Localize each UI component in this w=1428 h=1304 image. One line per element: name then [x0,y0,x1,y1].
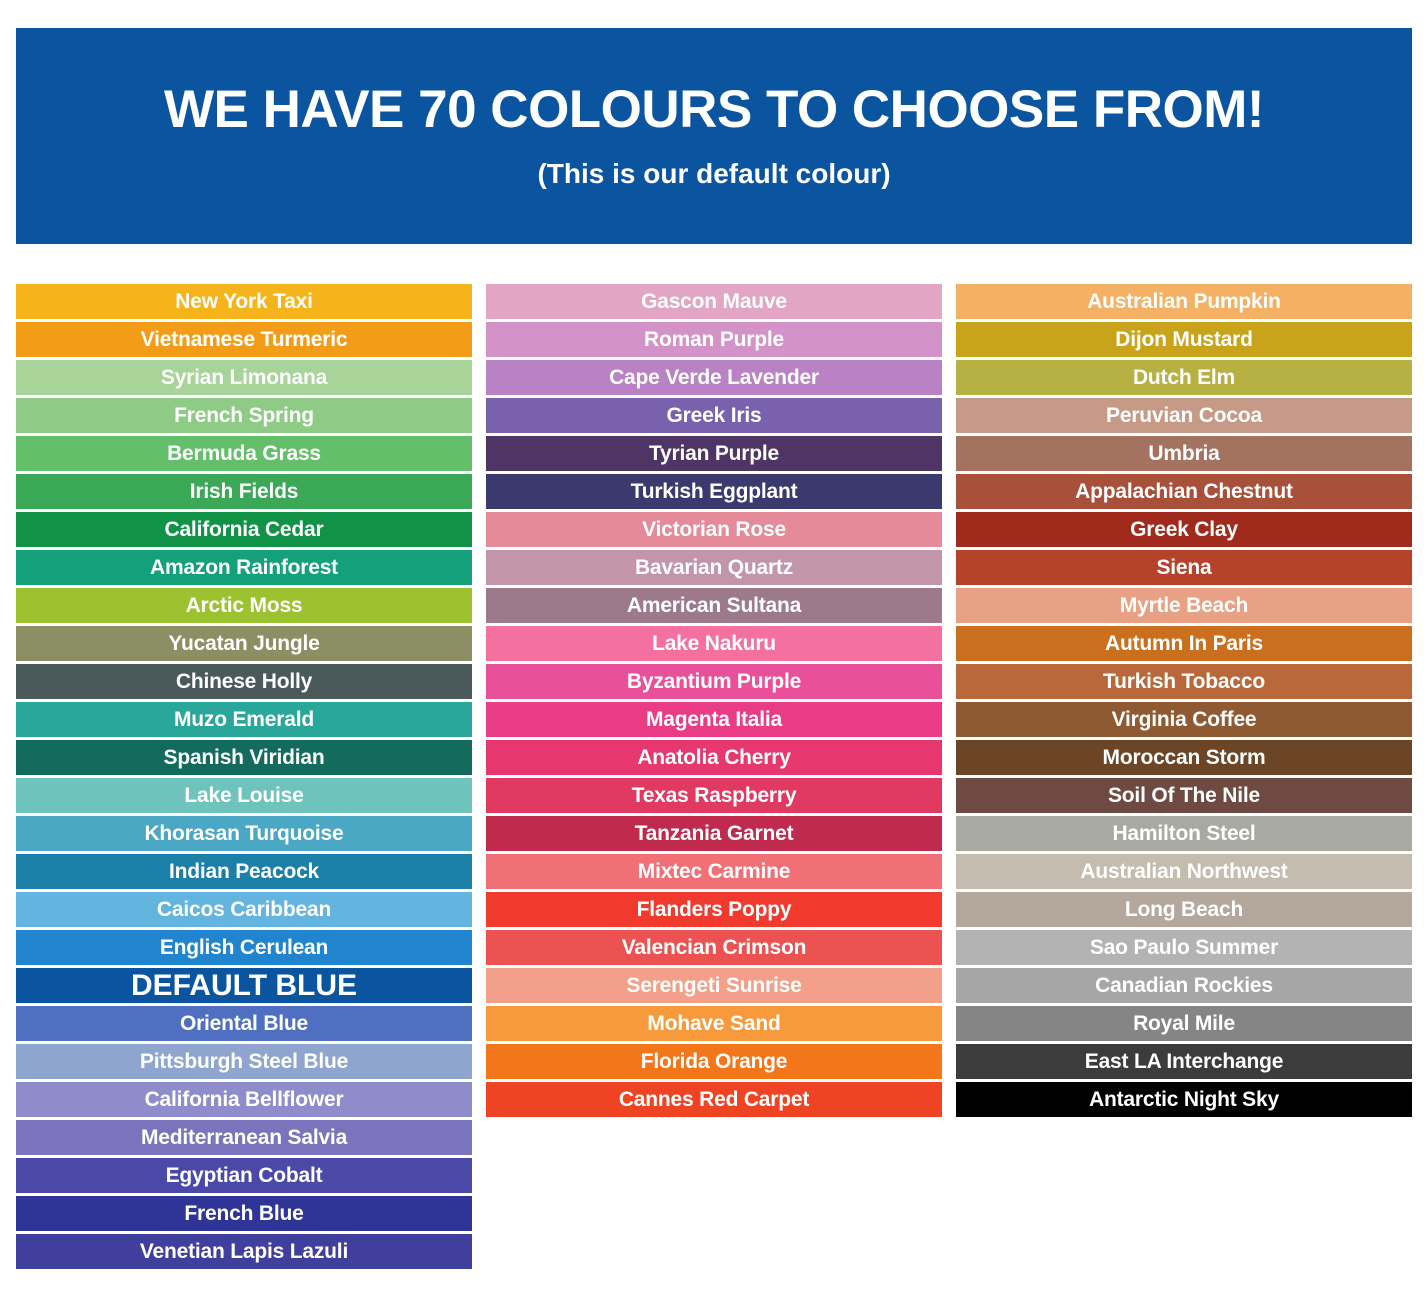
colour-swatch[interactable] [486,816,942,851]
colour-swatch[interactable] [956,702,1412,737]
colour-swatch[interactable] [486,512,942,547]
colour-swatch[interactable] [486,626,942,661]
colour-swatch-label: Texas Raspberry [631,783,797,807]
colour-swatch-label: Dutch Elm [1132,365,1236,389]
colour-swatch-label: Gascon Mauve [641,289,787,313]
colour-swatch[interactable] [16,1044,472,1079]
colour-swatch[interactable] [486,1082,942,1117]
colour-swatch-label: Greek Iris [666,403,762,427]
colour-swatch-label: Serengeti Sunrise [626,973,802,997]
colour-swatch[interactable] [16,892,472,927]
colour-swatch[interactable] [956,816,1412,851]
colour-swatch-label: Australian Pumpkin [1087,289,1281,313]
colour-swatch-label: California Cedar [164,517,324,541]
colour-swatch-label: French Blue [184,1201,304,1225]
colour-swatch[interactable] [956,778,1412,813]
colour-swatch-label: Valencian Crimson [621,935,807,959]
colour-swatch[interactable] [956,892,1412,927]
colour-swatch-label: Tyrian Purple [648,441,780,465]
colour-swatch-label: Anatolia Cherry [637,745,791,769]
colour-swatch[interactable] [486,664,942,699]
colour-swatch[interactable] [956,930,1412,965]
colour-swatch[interactable] [956,436,1412,471]
colour-swatch[interactable] [16,1234,472,1269]
colour-swatch-label: East LA Interchange [1084,1049,1284,1073]
swatch-column-3 [956,284,1412,1269]
colour-swatch-label: French Spring [174,403,314,427]
colour-swatch-label: Siena [1156,555,1212,579]
colour-swatch-label: Khorasan Turquoise [144,821,344,845]
colour-swatch-label: Canadian Rockies [1095,973,1273,997]
colour-swatch[interactable] [16,740,472,775]
colour-swatch-label: Muzo Emerald [174,707,314,731]
colour-swatch-label: Indian Peacock [168,859,320,883]
colour-swatch[interactable] [486,322,942,357]
colour-swatch[interactable] [16,968,472,1003]
colour-swatch-label: Moroccan Storm [1102,745,1266,769]
colour-swatch[interactable] [956,626,1412,661]
colour-swatch[interactable] [16,1120,472,1155]
colour-swatch-label: Venetian Lapis Lazuli [139,1239,349,1263]
colour-swatch-label: Egyptian Cobalt [165,1163,323,1187]
colour-swatch-label: English Cerulean [159,935,329,959]
colour-swatch[interactable] [486,702,942,737]
colour-swatch[interactable] [486,778,942,813]
colour-swatch-label: Tanzania Garnet [634,821,794,845]
colour-swatch[interactable] [956,664,1412,699]
colour-swatch-label: Amazon Rainforest [150,555,338,579]
colour-swatch-label: Greek Clay [1130,517,1238,541]
colour-swatch-label: Lake Louise [184,783,304,807]
colour-swatch[interactable] [16,284,472,319]
colour-swatch-label: Spanish Viridian [163,745,325,769]
colour-swatch-label: Myrtle Beach [1119,593,1249,617]
colour-swatch-label: Dijon Mustard [1115,327,1253,351]
colour-swatch-label: Arctic Moss [185,593,303,617]
colour-swatch[interactable] [486,968,942,1003]
swatch-columns [16,284,1412,1269]
colour-swatch[interactable] [486,398,942,433]
colour-swatch[interactable] [486,892,942,927]
colour-swatch[interactable] [16,930,472,965]
colour-swatch[interactable] [16,588,472,623]
colour-swatch-label: Appalachian Chestnut [1075,479,1293,503]
colour-swatch-label: Autumn In Paris [1104,631,1264,655]
colour-swatch[interactable] [956,322,1412,357]
colour-swatch-label: Australian Northwest [1080,859,1288,883]
colour-swatch-label: Pittsburgh Steel Blue [139,1049,349,1073]
colour-swatch[interactable] [16,398,472,433]
colour-swatch[interactable] [486,550,942,585]
colour-swatch[interactable] [16,1196,472,1231]
colour-swatch[interactable] [956,550,1412,585]
colour-swatch-label: Royal Mile [1133,1011,1235,1035]
colour-swatch-label: Caicos Caribbean [156,897,332,921]
colour-swatch[interactable] [16,1006,472,1041]
colour-swatch-label: Yucatan Jungle [168,631,320,655]
colour-swatch[interactable] [956,512,1412,547]
colour-swatch-label: Irish Fields [189,479,299,503]
banner-subtitle: (This is our default colour) [537,157,891,189]
header-banner [16,28,1412,244]
colour-swatch[interactable] [16,550,472,585]
colour-swatch-label: DEFAULT BLUE [130,968,358,1002]
colour-swatch[interactable] [486,436,942,471]
colour-swatch-label: Cannes Red Carpet [618,1087,810,1111]
colour-swatch[interactable] [486,930,942,965]
colour-swatch[interactable] [956,588,1412,623]
colour-swatch-label: Flanders Poppy [636,897,792,921]
colour-swatch-label: American Sultana [626,593,802,617]
colour-swatch-label: Long Beach [1124,897,1244,921]
colour-swatch-label: Bermuda Grass [167,441,321,465]
colour-swatch[interactable] [16,360,472,395]
colour-swatch-label: Byzantium Purple [626,669,802,693]
colour-swatch[interactable] [486,360,942,395]
colour-swatch-label: Florida Orange [640,1049,788,1073]
colour-swatch[interactable] [956,474,1412,509]
colour-swatch-label: Sao Paulo Summer [1089,935,1279,959]
colour-swatch-label: Syrian Limonana [160,365,328,389]
colour-swatch[interactable] [16,1082,472,1117]
colour-swatch-label: Oriental Blue [179,1011,309,1035]
colour-swatch-label: Lake Nakuru [652,631,776,655]
colour-swatch-label: Turkish Tobacco [1103,669,1265,693]
colour-swatch-label: Cape Verde Lavender [609,365,819,389]
colour-swatch-label: Bavarian Quartz [634,555,794,579]
colour-swatch[interactable] [486,854,942,889]
colour-swatch[interactable] [956,740,1412,775]
colour-swatch[interactable] [16,474,472,509]
colour-swatch[interactable] [956,360,1412,395]
colour-swatch[interactable] [956,1006,1412,1041]
colour-swatch[interactable] [16,436,472,471]
colour-swatch-label: Turkish Eggplant [630,479,798,503]
colour-swatch[interactable] [486,1006,942,1041]
colour-swatch[interactable] [956,968,1412,1003]
colour-swatch-label: Victorian Rose [642,517,786,541]
colour-swatch-label: Soil Of The Nile [1108,783,1260,807]
colour-swatch[interactable] [16,1158,472,1193]
colour-swatch[interactable] [16,664,472,699]
colour-swatch[interactable] [16,512,472,547]
colour-swatch-label: Mohave Sand [647,1011,781,1035]
colour-swatch[interactable] [956,1082,1412,1117]
colour-swatch[interactable] [486,474,942,509]
colour-swatch-label: Mixtec Carmine [637,859,791,883]
colour-swatch-label: Hamilton Steel [1112,821,1256,845]
colour-swatch[interactable] [956,854,1412,889]
colour-swatch-label: Vietnamese Turmeric [140,327,348,351]
colour-swatch[interactable] [956,284,1412,319]
colour-swatch[interactable] [16,322,472,357]
colour-swatch[interactable] [486,284,942,319]
colour-swatch[interactable] [16,702,472,737]
colour-swatch[interactable] [16,816,472,851]
colour-swatch-label: Virginia Coffee [1111,707,1257,731]
swatch-column-2 [486,284,942,1269]
colour-swatch-label: Chinese Holly [175,669,313,693]
colour-swatch[interactable] [486,588,942,623]
colour-swatch[interactable] [956,398,1412,433]
colour-swatch-label: Roman Purple [644,327,784,351]
colour-swatch-label: Peruvian Cocoa [1106,403,1262,427]
colour-swatch[interactable] [956,1044,1412,1079]
swatch-column-1 [16,284,472,1269]
colour-swatch-label: Umbria [1148,441,1220,465]
colour-swatch[interactable] [16,854,472,889]
colour-swatch-label: California Bellflower [144,1087,344,1111]
colour-swatch-label: New York Taxi [175,289,313,313]
colour-swatch[interactable] [16,626,472,661]
colour-swatch[interactable] [486,1044,942,1079]
colour-swatch[interactable] [486,740,942,775]
banner-title: WE HAVE 70 COLOURS TO CHOOSE FROM! [163,80,1264,140]
colour-swatch-label: Magenta Italia [645,707,783,731]
colour-swatch-label: Antarctic Night Sky [1089,1087,1279,1111]
colour-swatch[interactable] [16,778,472,813]
colour-swatch-label: Mediterranean Salvia [140,1125,348,1149]
